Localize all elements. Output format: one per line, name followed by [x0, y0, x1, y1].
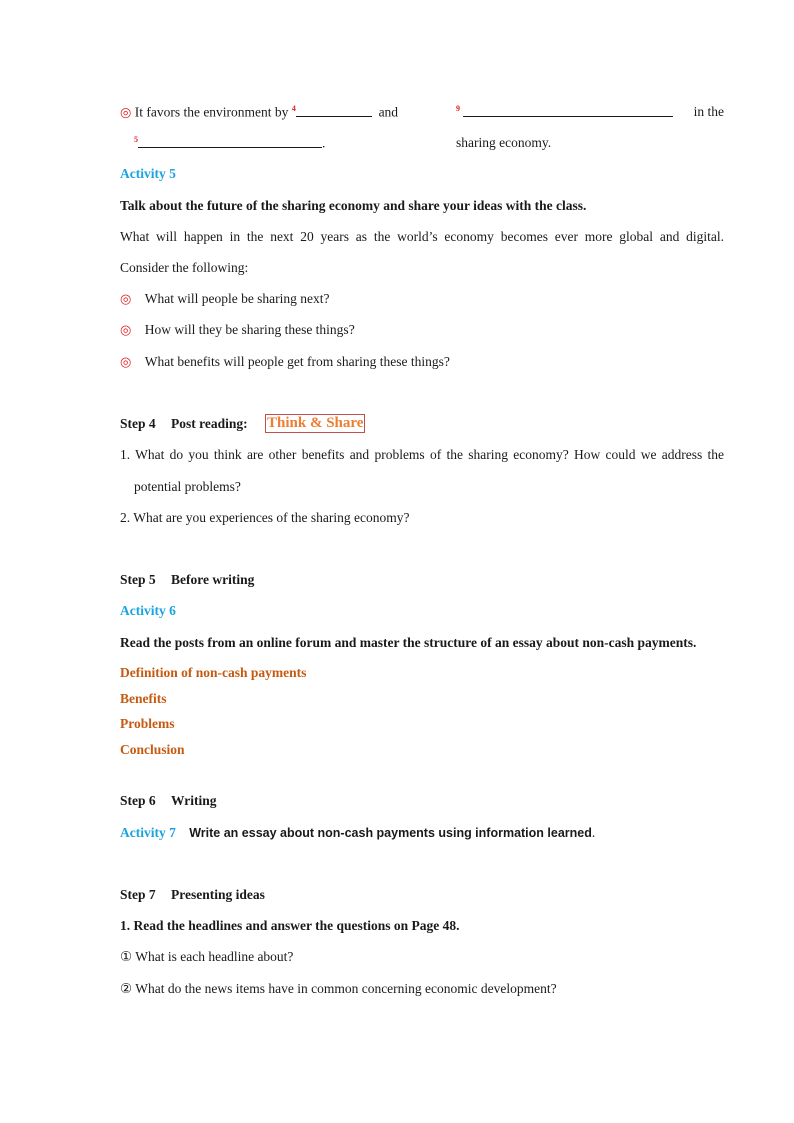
bullet-icon: ◎	[120, 291, 132, 306]
bullet-icon: ◎	[120, 354, 132, 369]
question-text: What do the news items have in common concerning economic development?	[135, 981, 557, 996]
step-4-question-2: 2. What are you experiences of the sharing economy?	[120, 510, 410, 525]
step-label: Step 6	[120, 793, 156, 808]
structure-item: Definition of non-cash payments	[120, 665, 307, 680]
step-label: Step 5	[120, 572, 156, 587]
activity-5-paragraph-line-2: Consider the following:	[120, 260, 249, 275]
list-item	[120, 291, 330, 307]
environment-right-line-2: sharing economy.	[456, 135, 552, 150]
blank-number-9: 9	[456, 104, 460, 113]
bullet-icon: ◎	[120, 104, 132, 120]
activity-5-title: Activity 5	[120, 166, 176, 181]
step-7-question-2	[120, 981, 557, 997]
step-4-heading	[120, 416, 248, 432]
circled-number-2-icon: ②	[120, 981, 133, 996]
step-label: Step 7	[120, 887, 156, 902]
list-item	[120, 354, 450, 370]
structure-item: Benefits	[120, 691, 167, 706]
list-item	[120, 322, 355, 338]
blank-number-4: 4	[291, 104, 296, 113]
structure-item: Problems	[120, 716, 175, 731]
think-share-badge: Think & Share	[267, 415, 364, 431]
activity-7-instruction: Write an essay about non-cash payments using information learned	[189, 826, 592, 840]
question-text: What is each headline about?	[135, 949, 294, 964]
answer-blank-5[interactable]	[138, 136, 322, 148]
step-7-question-1	[120, 949, 293, 965]
step-title: Before writing	[171, 572, 255, 587]
step-title: Presenting ideas	[171, 887, 265, 902]
step-6-heading	[120, 793, 217, 809]
structure-item: Conclusion	[120, 742, 185, 757]
step-7-task: 1. Read the headlines and answer the questions on Page 48.	[120, 918, 460, 933]
answer-blank-9[interactable]	[463, 105, 673, 117]
step-5-heading	[120, 572, 254, 588]
step-title: Writing	[171, 793, 217, 808]
environment-text: It favors the environment by	[134, 104, 289, 120]
environment-right-line-1	[456, 104, 724, 121]
period-text: .	[591, 825, 596, 840]
environment-line-2	[134, 135, 325, 152]
environment-line-1	[120, 104, 398, 121]
activity-7-title: Activity 7	[120, 825, 176, 840]
circled-number-1-icon: ①	[120, 949, 133, 964]
and-text: and	[378, 104, 399, 120]
blank-number-5: 5	[134, 135, 138, 144]
bullet-text: How will they be sharing these things?	[144, 322, 355, 337]
activity-6-instruction: Read the posts from an online forum and master the structure of an essay about non-cash payments.	[120, 635, 697, 650]
bullet-text: What will people be sharing next?	[144, 291, 330, 306]
in-the-text: in the	[693, 104, 724, 119]
step-4-question-1-line-1: 1. What do you think are other benefits and problems of the sharing economy? How could we address the	[120, 447, 724, 462]
activity-5-paragraph-line-1: What will happen in the next 20 years as the world’s economy becomes ever more global and digital.	[120, 229, 724, 244]
step-title: Post reading:	[171, 416, 248, 431]
bullet-text: What benefits will people get from sharing these things?	[144, 354, 450, 369]
bullet-icon: ◎	[120, 322, 132, 337]
answer-blank-4[interactable]	[296, 105, 372, 117]
activity-7-line	[120, 825, 595, 841]
step-4-question-1-line-2: potential problems?	[134, 479, 241, 494]
step-label: Step 4	[120, 416, 156, 431]
activity-6-title: Activity 6	[120, 603, 176, 618]
period-text: .	[322, 135, 326, 151]
step-7-heading	[120, 887, 265, 903]
activity-5-instruction: Talk about the future of the sharing economy and share your ideas with the class.	[120, 198, 587, 213]
